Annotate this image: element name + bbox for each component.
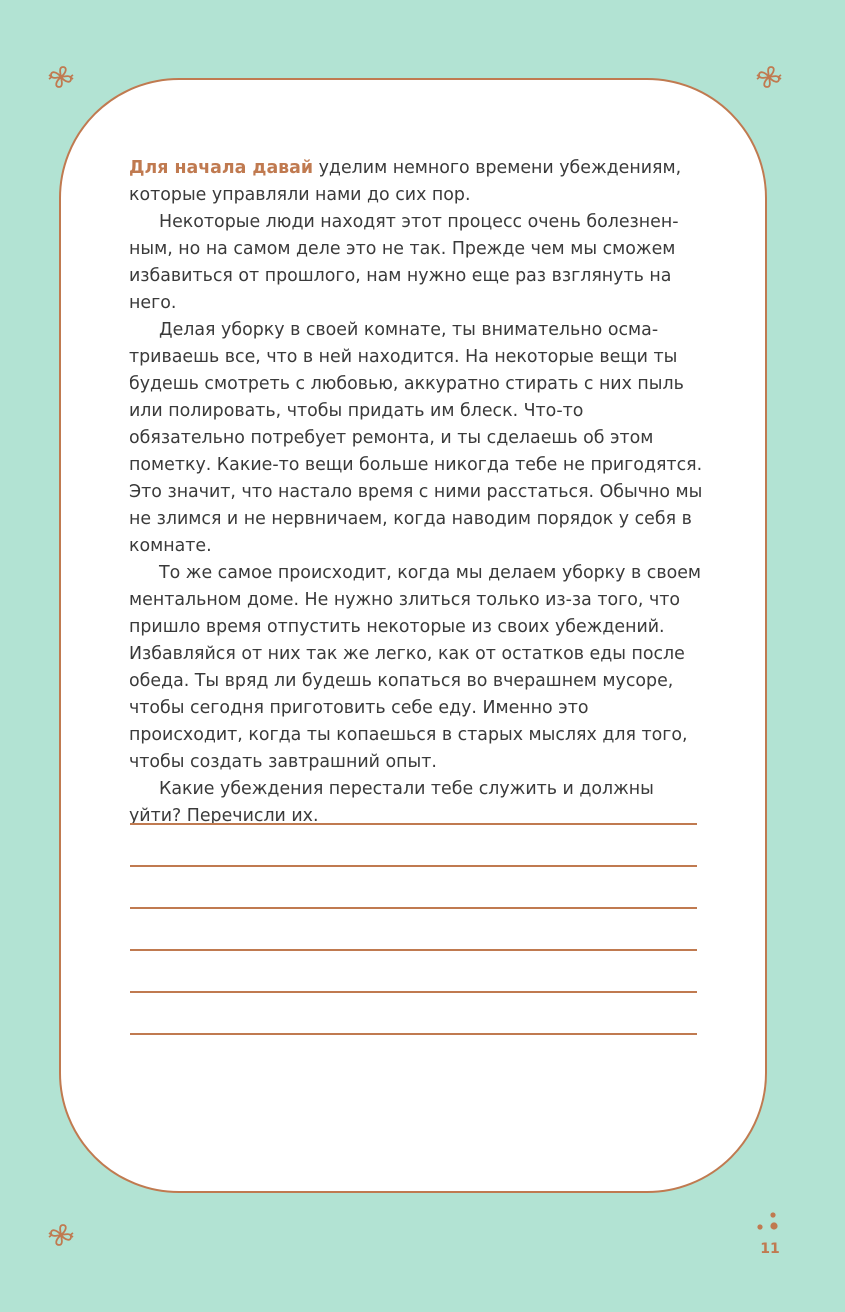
clover-ornament-icon [43,1217,79,1253]
page-number: 11 [760,1241,780,1257]
writing-line [130,823,697,825]
writing-line [130,1033,697,1035]
writing-line [130,865,697,867]
clover-ornament-icon [43,59,79,95]
paragraph-1 [129,155,704,209]
paragraph-5: Какие убеждения перестали тебе служить и должны уйти? Перечисли их. [129,779,654,826]
lead-phrase: Для начала давай [129,158,314,178]
paragraph-1-text: уделим немного времени убеждениям, которые управляли нами до сих пор. [129,158,682,205]
clover-ornament-icon [751,59,787,95]
paragraph-3: Делая уборку в своей комнате, ты внимательно осматриваешь все, что в ней находится. На некоторые вещи ты будешь смотреть с любовью, аккуратно стирать с них пыль или полировать, чтобы придать им блеск. Что-то обязательно потребует ремонта, и ты сделаешь об этом пометку. Какие-то вещи больше никогда тебе не пригодятся. Это значит, что настало время с ними расстаться. Обычно мы не злимся и не нервничаем, когда наводим порядок у себя в комнате. [129,320,703,556]
dots-ornament-icon [754,1211,782,1235]
paragraph-4: То же самое происходит, когда мы делаем уборку в своем ментальном доме. Не нужно злиться только из-за того, что пришло время отпустить некоторые из своих убеждений. Избавляйся от них так же легко, как от остатков еды после обеда. Ты вряд ли будешь копаться во вчерашнем мусоре, чтобы сегодня приготовить себе еду. Именно это происходит, когда ты копаешься в старых мыслях для того, чтобы создать завтрашний опыт. [129,563,702,772]
writing-line [130,907,697,909]
writing-line [130,991,697,993]
writing-lines [130,823,697,1075]
writing-line [130,949,697,951]
body-text [129,155,704,830]
paragraph-2: Некоторые люди находят этот процесс очень болезненным, но на самом деле это не так. Прежде чем мы сможем избавиться от прошлого, нам нужно еще раз взглянуть на него. [129,212,679,313]
